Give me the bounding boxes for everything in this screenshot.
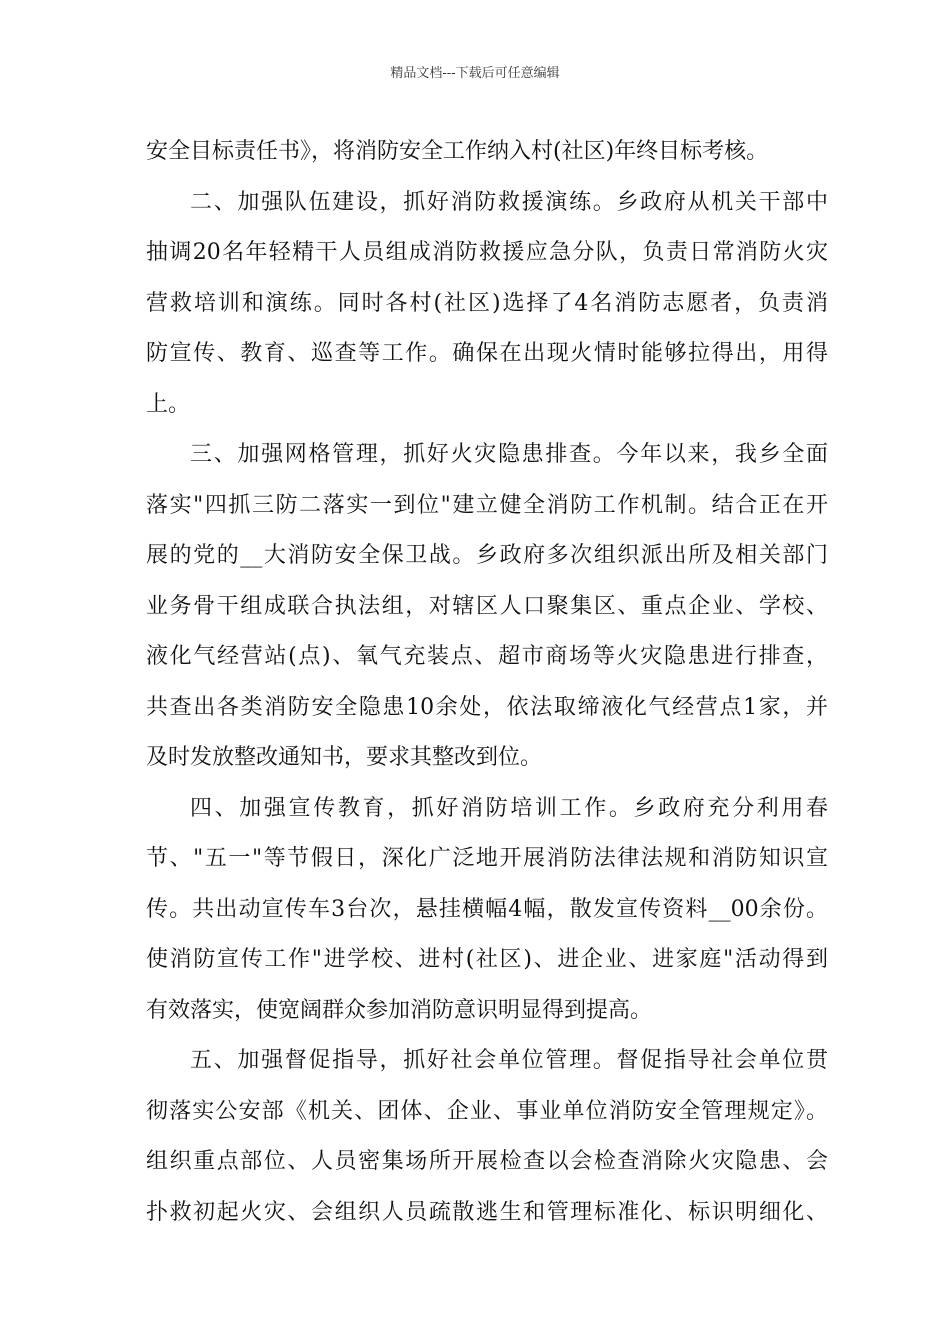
text-line: 使消防宣传工作"进学校、进村(社区)、进企业、进家庭"活动得到 xyxy=(146,947,828,972)
text-line: 抽调20名年轻精干人员组成消防救援应急分队，负责日常消防火灾 xyxy=(146,240,828,265)
text-line: 防宣传、教育、巡查等工作。确保在出现火情时能够拉得出，用得 xyxy=(146,341,828,366)
text-line: 共查出各类消防安全隐患10余处，依法取缔液化气经营点1家，并 xyxy=(146,694,828,720)
section-heading-line: 二、加强队伍建设，抓好消防救援演练。乡政府从机关干部中 xyxy=(190,189,828,215)
section-heading-line: 四、加强宣传教育，抓好消防培训工作。乡政府充分利用春 xyxy=(190,795,828,821)
text-line: 有效落实，使宽阔群众参加消防意识明显得到提高。 xyxy=(146,997,653,1023)
text-line: 彻落实公安部《机关、团体、企业、事业单位消防安全管理规定》。 xyxy=(146,1098,828,1124)
text-line: 液化气经营站(点)、氧气充装点、超市商场等火灾隐患进行排查， xyxy=(146,644,828,669)
page-header: 精品文档---下载后可任意编辑 xyxy=(390,66,560,81)
text-line: 安全目标责任书》，将消防安全工作纳入村(社区)年终目标考核。 xyxy=(146,139,769,164)
text-line: 上。 xyxy=(146,391,191,417)
text-line: 落实"四抓三防二落实一到位"建立健全消防工作机制。结合正在开 xyxy=(146,492,828,518)
text-line: 展的党的__大消防安全保卫战。乡政府多次组织派出所及相关部门 xyxy=(146,543,828,568)
text-line: 及时发放整改通知书，要求其整改到位。 xyxy=(146,745,543,770)
document-body xyxy=(146,127,828,1238)
text-line: 传。共出动宣传车3台次，悬挂横幅4幅，散发宣传资料__00余份。 xyxy=(146,896,828,922)
text-line: 节、"五一"等节假日，深化广泛地开展消防法律法规和消防知识宣 xyxy=(146,846,828,871)
text-line: 营救培训和演练。同时各村(社区)选择了4名消防志愿者，负责消 xyxy=(146,290,828,316)
text-line: 组织重点部位、人员密集场所开展检查以会检查消除火灾隐患、会 xyxy=(146,1149,828,1174)
text-line: 业务骨干组成联合执法组，对辖区人口聚集区、重点企业、学校、 xyxy=(146,593,828,619)
section-heading-line: 五、加强督促指导，抓好社会单位管理。督促指导社会单位贯 xyxy=(190,1048,828,1073)
text-line: 扑救初起火灾、会组织人员疏散逃生和管理标准化、标识明细化、 xyxy=(146,1199,828,1225)
section-heading-line: 三、加强网格管理，抓好火灾隐患排查。今年以来，我乡全面 xyxy=(190,442,828,467)
